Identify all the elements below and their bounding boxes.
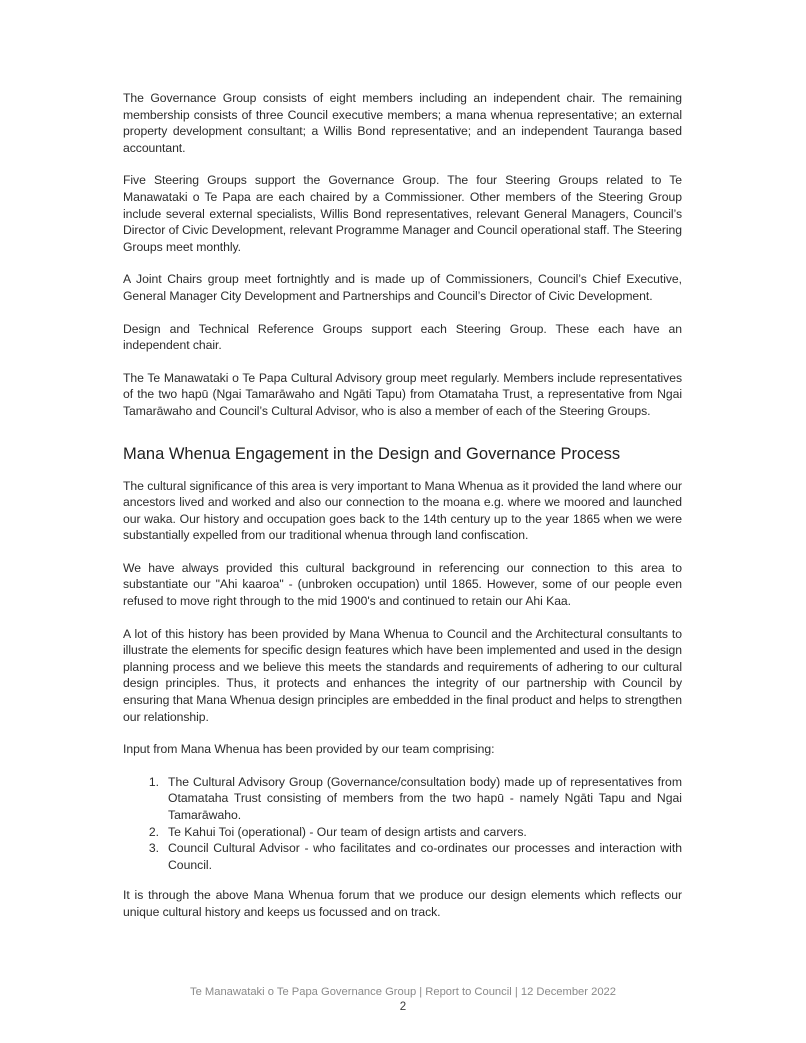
page-number: 2 xyxy=(399,1001,407,1013)
paragraph-joint-chairs: A Joint Chairs group meet fortnightly and is made up of Commissioners, Council’s Chief Executive, General Manager City Development and Partnerships and Council’s Director of Civic Development. xyxy=(123,272,682,303)
list-text: Te Kahui Toi (operational) - Our team of design artists and carvers. xyxy=(168,824,527,839)
paragraph-closing: It is through the above Mana Whenua forum that we produce our design elements which reflects our unique cultural history and keeps us focussed and on track. xyxy=(123,888,682,919)
page-footer: Te Manawataki o Te Papa Governance Group | Report to Council | 12 December 2022 xyxy=(190,986,616,998)
list-number: 2. xyxy=(148,824,159,839)
list-item xyxy=(123,824,682,841)
paragraph-governance-group: The Governance Group consists of eight members including an independent chair. The remaining membership consists of three Council executive members; a mana whenua representative; an external property development consultant; a Willis Bond representative; and an independent Tauranga based accountant. xyxy=(123,91,682,155)
paragraph-reference-groups: Design and Technical Reference Groups support each Steering Group. These each have an independent chair. xyxy=(123,321,682,353)
list-text: Council Cultural Advisor - who facilitates and co-ordinates our processes and interaction with Council. xyxy=(168,841,682,872)
list-item xyxy=(123,840,682,873)
paragraph-cultural-significance: The cultural significance of this area is very important to Mana Whenua as it provided the land where our ancestors lived and worked and also our connection to the moana e.g. where we moored and launched our waka. Our history and occupation goes back to the 14th century up to the year 1865 when we were substantially expelled from our traditional whenua through land confiscation. xyxy=(123,478,682,543)
list-number: 3. xyxy=(148,841,159,856)
list-text: The Cultural Advisory Group (Governance/consultation body) made up of representatives from Otamataha Trust consisting of members from the two hapū - namely Ngāti Tapu and Ngai Tamarāwaho. xyxy=(168,774,682,822)
paragraph-cultural-advisory: The Te Manawataki o Te Papa Cultural Advisory group meet regularly. Members include representatives of the two hapū (Ngai Tamarāwaho and Ngāti Tapu) from Otamataha Trust, a representative from Ngai Tamarāwaho and Council’s Cultural Advisor, who is also a member of each of the Steering Groups. xyxy=(123,370,682,418)
list-number: 1. xyxy=(148,774,159,789)
team-list xyxy=(123,774,682,874)
section-heading: Mana Whenua Engagement in the Design and Governance Process xyxy=(123,444,621,463)
paragraph-history-provided: A lot of this history has been provided by Mana Whenua to Council and the Architectural consultants to illustrate the elements for specific design features which have been implemented and used in the design planning process and we believe this meets the standards and requirements of adhering to our cultural design principles. Thus, it protects and enhances the integrity of our partnership with Council by ensuring that Mana Whenua design principles are embedded in the final product and helps to strengthen our relationship. xyxy=(123,626,682,724)
paragraph-ahi-kaaroa: We have always provided this cultural background in referencing our connection to this area to substantiate our "Ahi kaaroa" - (unbroken occupation) until 1865. However, some of our people even refused to move right through to the mid 1900's and continued to retain our Ahi Kaa. xyxy=(123,560,682,609)
paragraph-input-intro: Input from Mana Whenua has been provided by our team comprising: xyxy=(123,742,495,757)
document-page xyxy=(123,90,682,937)
paragraph-steering-groups: Five Steering Groups support the Governance Group. The four Steering Groups related to Te Manawataki o Te Papa are each chaired by a Commissioner. Other members of the Steering Group include several external specialists, Willis Bond representatives, relevant General Managers, Council’s Director of Civic Development, relevant Programme Manager and Council operational staff. The Steering Groups meet monthly. xyxy=(123,173,682,254)
list-item xyxy=(123,774,682,824)
